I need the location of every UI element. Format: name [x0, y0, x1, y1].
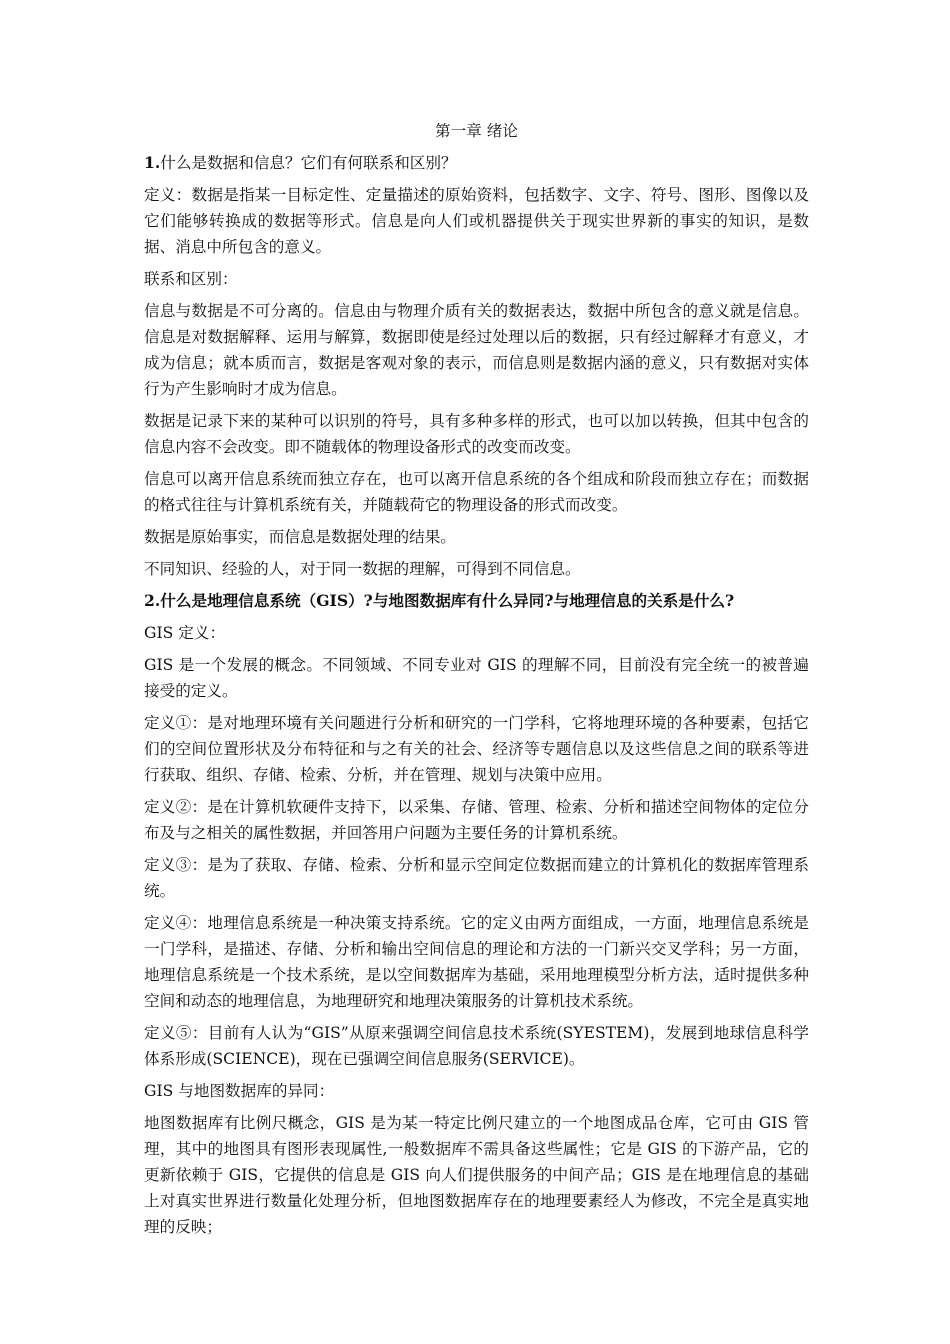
question-2-text: 什么是地理信息系统（GIS）?与地图数据库有什么异同?与地理信息的关系是什么?: [160, 591, 735, 610]
paragraph-definition-4: 定义④：地理信息系统是一种决策支持系统。它的定义由两方面组成，一方面，地理信息系统是一门学科，是描述、存储、分析和输出空间信息的理论和方法的一门新兴交叉学科；另一方面，地理信息系统是一个技术系统，是以空间数据库为基础，采用地理模型分析方法，适时提供多种空间和动态的地理信息，为地理研究和地理决策服务的计算机技术系统。: [144, 914, 809, 1010]
paragraph-gis-concept: GIS 是一个发展的概念。不同领域、不同专业对 GIS 的理解不同，目前没有完全统一的被普遍接受的定义。: [144, 656, 809, 700]
question-1-number: 1.: [144, 153, 161, 172]
paragraph-definition-3: 定义③：是为了获取、存储、检索、分析和显示空间定位数据而建立的计算机化的数据库管理系统。: [144, 856, 809, 900]
question-2-heading: [144, 588, 809, 614]
question-1-text: 什么是数据和信息？它们有何联系和区别？: [160, 154, 457, 172]
paragraph-gis-vs-map-heading: GIS 与地图数据库的异同：: [144, 1082, 335, 1100]
document-page: [144, 118, 809, 1246]
paragraph-relation-1: 信息与数据是不可分离的。信息由与物理介质有关的数据表达，数据中所包含的意义就是信息。信息是对数据解释、运用与解算，数据即使是经过处理以后的数据，只有经过解释才有意义，才成为信息；就本质而言，数据是客观对象的表示，而信息则是数据内涵的意义，只有数据对实体行为产生影响时才成为信息。: [144, 302, 809, 398]
paragraph-relation-heading: 联系和区别：: [144, 270, 238, 288]
paragraph-definition-5: 定义⑤：目前有人认为“GIS”从原来强调空间信息技术系统(SYESTEM)，发展到地球信息科学体系形成(SCIENCE)，现在已强调空间信息服务(SERVICE)。: [144, 1024, 809, 1068]
question-2-number: 2.: [144, 591, 161, 610]
paragraph-definition: 定义：数据是指某一目标定性、定量描述的原始资料，包括数字、文字、符号、图形、图像以及它们能够转换成的数据等形式。信息是向人们或机器提供关于现实世界新的事实的知识，是数据、消息中所包含的意义。: [144, 186, 809, 256]
paragraph-relation-2: 数据是记录下来的某种可以识别的符号，具有多种多样的形式，也可以加以转换，但其中包含的信息内容不会改变。即不随载体的物理设备形式的改变而改变。: [144, 412, 809, 456]
paragraph-relation-3: 信息可以离开信息系统而独立存在，也可以离开信息系统的各个组成和阶段而独立存在；而数据的格式往往与计算机系统有关，并随载荷它的物理设备的形式而改变。: [144, 470, 809, 514]
paragraph-definition-2: 定义②：是在计算机软硬件支持下，以采集、存储、管理、检索、分析和描述空间物体的定位分布及与之相关的属性数据，并回答用户问题为主要任务的计算机系统。: [144, 798, 809, 842]
paragraph-relation-5: 不同知识、经验的人，对于同一数据的理解，可得到不同信息。: [144, 560, 581, 578]
question-1-heading: [144, 150, 809, 176]
paragraph-gis-definition-heading: GIS 定义：: [144, 624, 226, 642]
paragraph-gis-vs-map: 地图数据库有比例尺概念，GIS 是为某一特定比例尺建立的一个地图成品仓库，它可由 GIS 管理，其中的地图具有图形表现属性,一般数据库不需具备这些属性；它是 GIS 的下游产品，它的更新依赖于 GIS，它提供的信息是 GIS 向人们提供服务的中间产品；GIS 是在地理信息的基础上对真实世界进行数量化处理分析，但地图数据库存在的地理要素经人为修改，不完全是真实地理的反映；: [144, 1114, 809, 1236]
paragraph-relation-4: 数据是原始事实，而信息是数据处理的结果。: [144, 528, 456, 546]
paragraph-definition-1: 定义①：是对地理环境有关问题进行分析和研究的一门学科，它将地理环境的各种要素，包括它们的空间位置形状及分布特征和与之有关的社会、经济等专题信息以及这些信息之间的联系等进行获取、组织、存储、检索、分析，并在管理、规划与决策中应用。: [144, 714, 809, 784]
chapter-title: 第一章 绪论: [435, 122, 518, 140]
